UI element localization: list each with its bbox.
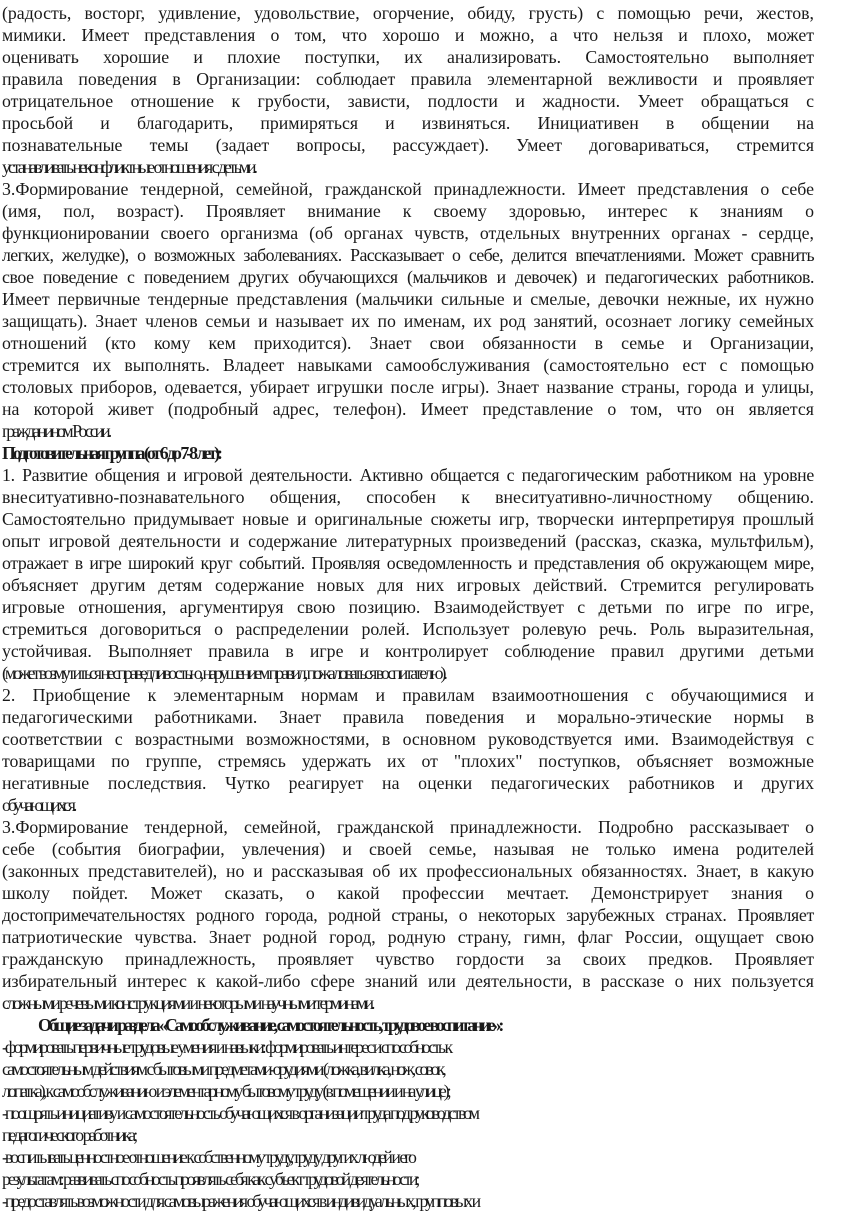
document-page [0, 2, 816, 1211]
text-line: достопримечательностях родного города, родной страны, о некоторых зарубежных странах. Проявляет [2, 905, 814, 925]
text-line: познавательные темы (задает вопросы, рассуждает). Умеет договариваться, стремится [2, 135, 814, 155]
text-line: обучающихся. [2, 795, 75, 815]
text-line: себе (события биографии, увлечения) и своей семье, называя не только имена родителей [2, 839, 814, 859]
text-line: объясняет другим детям содержание новых для них игровых действий. Стремится регулировать [2, 575, 814, 595]
text-line: (радость, восторг, удивление, удовольствие, огорчение, обиду, грусть) с помощью речи, жестов, [2, 3, 814, 23]
text-line: игровые отношения, аргументируя свою позицию. Взаимодействует с детьми по игре по игре, [2, 597, 814, 617]
text-line: защищать). Знает членов семьи и называет их по именам, их род занятий, осознает логику семейных [2, 311, 814, 331]
section-heading: 3.Формирование тендерной, семейной, гражданской принадлежности. Подробно рассказывает о [2, 817, 814, 837]
text-line: (имя, пол, возраст). Проявляет внимание к своему здоровью, интерес к знаниям о [2, 201, 814, 221]
text-line: устанавливать неконфликтные отношения с детьми. [2, 157, 255, 177]
text-line: самостоятельным действиям с бытовыми предметами-орудиями (ложка, вилка, нож, совок, [2, 1059, 444, 1079]
text-line: устойчивая. Выполняет правила в игре и контролирует соблюдение правил другими детьми [2, 641, 814, 661]
text-line: -предоставлять возможности для самовыражения обучающихся в индивидуальных, групповых и [2, 1191, 479, 1211]
text-line: мимики. Имеет представления о том, что хорошо и можно, а что нельзя и плохо, может [2, 25, 814, 45]
section-heading: 3.Формирование тендерной, семейной, гражданской принадлежности. Имеет представления о себе [2, 179, 814, 199]
text-line: гражданином России. [2, 421, 110, 441]
text-line: -поощрять инициативу и самостоятельность обучающихся в организации труда под руководством [2, 1103, 478, 1123]
text-line: оценивать хорошие и плохие поступки, их анализировать. Самостоятельно выполняет [2, 47, 814, 67]
text-line: на которой живет (подробный адрес, телефон). Имеет представление о том, что он является [2, 399, 814, 419]
text-line: легких, желудке), о возможных заболеваниях. Рассказывает о себе, делится впечатлениями. Может сравнить [2, 245, 814, 265]
section-title: Общие задачи раздела «Самообслуживание, самостоятельность, трудовое воспитание»: [38, 1015, 502, 1035]
text-line: педагогического работника; [2, 1125, 136, 1145]
text-line: внеситуативно-познавательного общения, способен к внеситуативно-личностному общению. [2, 487, 814, 507]
text-line: гражданскую принадлежность, проявляет чувство гордости за своих предков. Проявляет [2, 949, 814, 969]
text-line: избирательный интерес к какой-либо сфере знаний или деятельности, в рассказе о них пользуется [2, 971, 814, 991]
text-line: стремится их выполнять. Владеет навыками самообслуживания (самостоятельно ест с помощью [2, 355, 814, 375]
text-line: отрицательное отношение к грубости, зависти, подлости и жадности. Умеет обращаться с [2, 91, 814, 111]
text-line: функционировании своего организма (об органах чувств, отдельных внутренних органах - сердце, [2, 223, 814, 243]
text-line: -воспитывать ценностное отношение к собственному труду, труду других людей и его [2, 1147, 414, 1167]
text-line: сложными речевыми конструкциями и некоторыми научными терминами. [2, 993, 373, 1013]
text-line: Самостоятельно придумывает новые и оригинальные сюжеты игр, творчески интерпретируя прошлый [2, 509, 814, 529]
text-line: школу пойдет. Может сказать, о какой профессии мечтает. Демонстрирует знания о [2, 883, 814, 903]
text-line: -формировать первичные трудовые умения и навыки: формировать интерес и способность к [2, 1037, 451, 1057]
text-line: (может возмутиться несправедливостью, нарушением правил, пожаловаться воспитателю). [2, 663, 445, 683]
text-line: стремиться договориться о распределении ролей. Использует ролевую речь. Роль выразительная, [2, 619, 814, 639]
section-heading: 1. Развитие общения и игровой деятельности. Активно общается с педагогическим работником на уровне [2, 465, 814, 485]
text-line: отражает в игре широкий круг событий. Проявляя осведомленность и представления об окружающем мире, [2, 553, 814, 573]
text-line: свое поведение с поведением других обучающихся (мальчиков и девочек) и педагогических работников. [2, 267, 814, 287]
text-line: лопатка), к самообслуживанию и элементарному бытовому труду (в помещении и на улице); [2, 1081, 449, 1101]
text-line: столовых приборов, одевается, убирает игрушки после игры). Знает название страны, города и улицы, [2, 377, 814, 397]
text-line: соответствии с возрастными возможностями, в основном руководствуется ими. Взаимодействуя с [2, 729, 814, 749]
text-line: товарищами по группе, стремясь удержать их от "плохих" поступков, объясняет возможные [2, 751, 814, 771]
text-line: патриотические чувства. Знает родной город, родную страну, гимн, флаг России, ощущает свою [2, 927, 814, 947]
text-line: результатам: развивать способность проявлять себя как субъект трудовой деятельности; [2, 1169, 418, 1189]
group-heading: Подготовительная группа (от 6 до 7-8 лет): [2, 443, 220, 463]
section-heading: 2. Приобщение к элементарным нормам и правилам взаимоотношения с обучающимися и [2, 685, 814, 705]
text-line: просьбой и благодарить, примиряться и извиняться. Инициативен в общении на [2, 113, 814, 133]
text-line: Имеет первичные тендерные представления (мальчики сильные и смелые, девочки нежные, их нужно [2, 289, 814, 309]
text-line: опыт игровой деятельности и содержание литературных произведений (рассказ, сказка, мультфильм), [2, 531, 814, 551]
text-line: педагогическими работниками. Знает правила поведения и морально-этические нормы в [2, 707, 814, 727]
text-line: отношений (кто кому кем приходится). Знает свои обязанности в семье и Организации, [2, 333, 814, 353]
text-line: правила поведения в Организации: соблюдает правила элементарной вежливости и проявляет [2, 69, 814, 89]
text-line: негативные последствия. Чутко реагирует на оценки педагогических работников и других [2, 773, 814, 793]
text-line: (законных представителей), но и рассказывая об их профессиональных обязанностях. Знает, в какую [2, 861, 814, 881]
